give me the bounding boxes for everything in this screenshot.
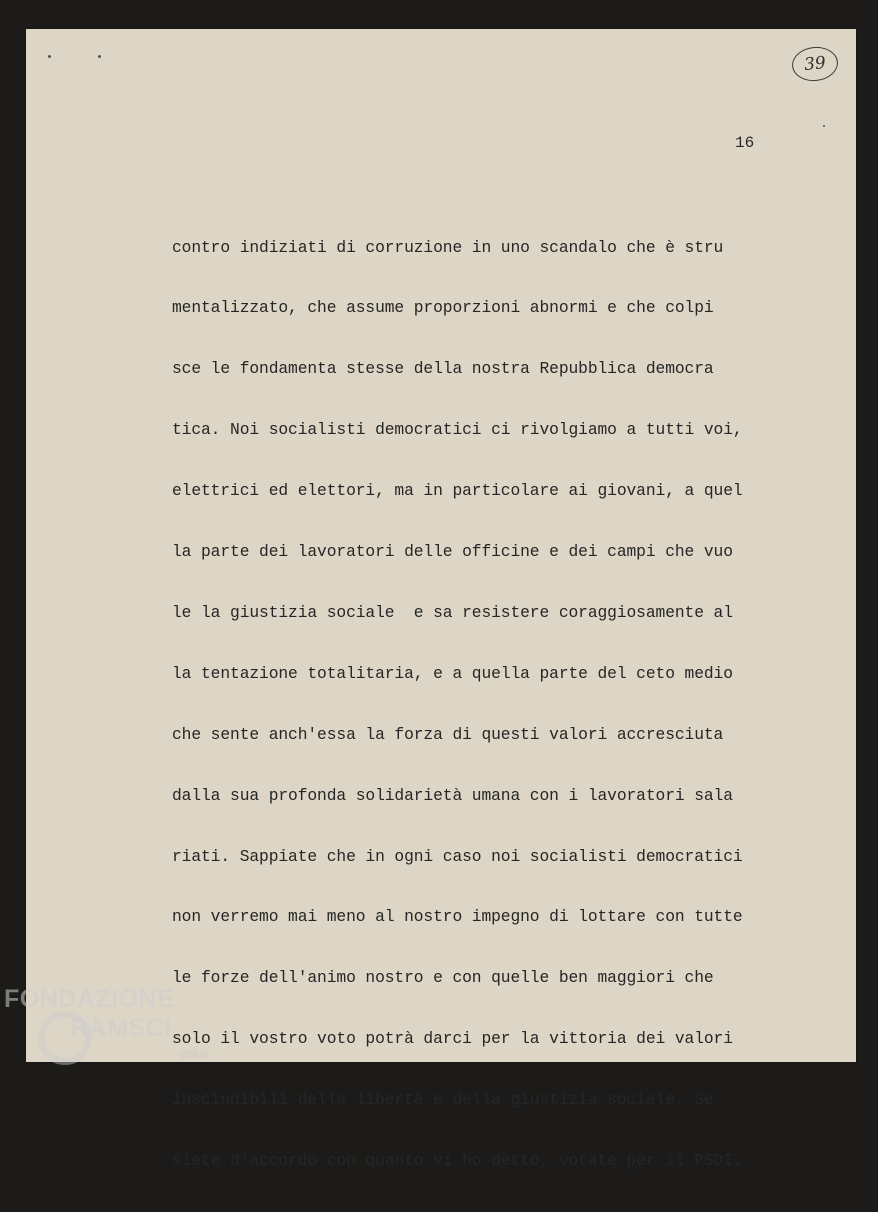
archive-number-stamp: 39 xyxy=(790,45,839,84)
watermark-line1: FONDAZIONE xyxy=(4,985,175,1013)
text-line: solo il vostro voto potrà darci per la vittoria dei valori xyxy=(172,1029,733,1049)
fondazione-gramsci-watermark xyxy=(4,985,224,1075)
text-line: riati. Sappiate che in ogni caso noi socialisti democratici xyxy=(172,846,743,866)
text-line: dalla sua profonda solidarietà umana con i lavoratori sala xyxy=(172,785,733,805)
page-number: 16 xyxy=(735,134,755,152)
text-line: non verremo mai meno al nostro impegno di lottare con tutte xyxy=(172,907,743,927)
speck xyxy=(823,125,825,127)
text-line: la parte dei lavoratori delle officine e dei campi che vuo xyxy=(172,542,733,562)
typewritten-text xyxy=(172,197,852,1212)
text-line: che sente anch'essa la forza di questi valori accresciuta xyxy=(172,724,724,744)
watermark-line3: onlus xyxy=(180,1047,209,1061)
text-line: inscindibili della libertà e della giustizia sociale. Se xyxy=(172,1090,714,1110)
document-page xyxy=(26,29,856,1170)
text-line: mentalizzato, che assume proporzioni abnormi e che colpi xyxy=(172,298,714,318)
text-line: contro indiziati di corruzione in uno scandalo che è stru xyxy=(172,237,724,257)
text-line: la tentazione totalitaria, e a quella parte del ceto medio xyxy=(172,663,733,683)
text-line: tica. Noi socialisti democratici ci rivolgiamo a tutti voi, xyxy=(172,420,743,440)
watermark-line2: RAMSCI xyxy=(70,1014,172,1042)
text-line: sce le fondamenta stesse della nostra Repubblica democra xyxy=(172,359,714,379)
text-line: le forze dell'animo nostro e con quelle ben maggiori che xyxy=(172,968,714,988)
speck xyxy=(48,55,51,58)
text-line: le la giustizia sociale e sa resistere coraggiosamente al xyxy=(172,602,733,622)
speck xyxy=(98,55,101,58)
text-line: elettrici ed elettori, ma in particolare ai giovani, a quel xyxy=(172,481,743,501)
text-line: siete d'accordo con quanto vi ho detto, votate per il PSDI. xyxy=(172,1150,743,1170)
